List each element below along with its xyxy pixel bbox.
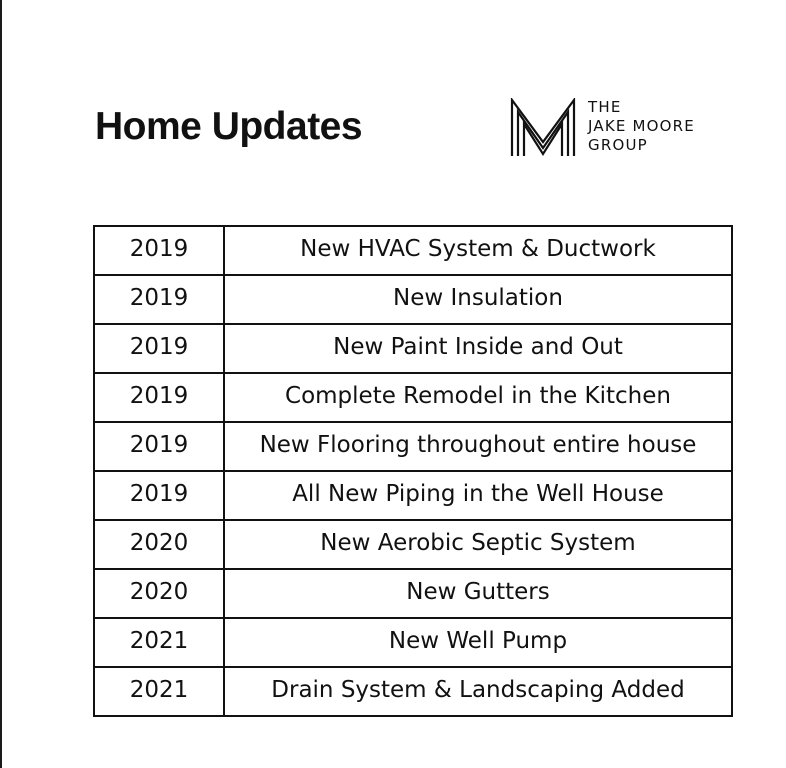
year-cell: 2020 (94, 569, 224, 618)
table-row (94, 373, 732, 422)
update-cell: New Gutters (224, 569, 732, 618)
logo-line-group: GROUP (588, 136, 648, 154)
year-cell: 2021 (94, 667, 224, 716)
logo-wordmark (588, 98, 695, 155)
table-row (94, 569, 732, 618)
table-row (94, 275, 732, 324)
year-cell: 2021 (94, 618, 224, 667)
m-monogram-icon (510, 98, 576, 158)
company-logo (510, 98, 740, 158)
table-row (94, 471, 732, 520)
table-row (94, 520, 732, 569)
logo-line-the: THE (588, 98, 622, 116)
year-cell: 2019 (94, 324, 224, 373)
page-title: Home Updates (95, 105, 363, 148)
table-row (94, 618, 732, 667)
year-cell: 2020 (94, 520, 224, 569)
update-cell: New Paint Inside and Out (224, 324, 732, 373)
update-cell: New Flooring throughout entire house (224, 422, 732, 471)
logo-line-jake-moore: JAKE MOORE (588, 117, 695, 135)
year-cell: 2019 (94, 226, 224, 275)
year-cell: 2019 (94, 373, 224, 422)
table-row (94, 422, 732, 471)
table-row (94, 324, 732, 373)
year-cell: 2019 (94, 422, 224, 471)
update-cell: Drain System & Landscaping Added (224, 667, 732, 716)
update-cell: New Well Pump (224, 618, 732, 667)
update-cell: All New Piping in the Well House (224, 471, 732, 520)
table-row (94, 226, 732, 275)
page-left-border (0, 0, 2, 768)
table-row (94, 667, 732, 716)
home-updates-table (93, 225, 733, 717)
update-cell: Complete Remodel in the Kitchen (224, 373, 732, 422)
update-cell: New HVAC System & Ductwork (224, 226, 732, 275)
update-cell: New Insulation (224, 275, 732, 324)
update-cell: New Aerobic Septic System (224, 520, 732, 569)
year-cell: 2019 (94, 275, 224, 324)
year-cell: 2019 (94, 471, 224, 520)
